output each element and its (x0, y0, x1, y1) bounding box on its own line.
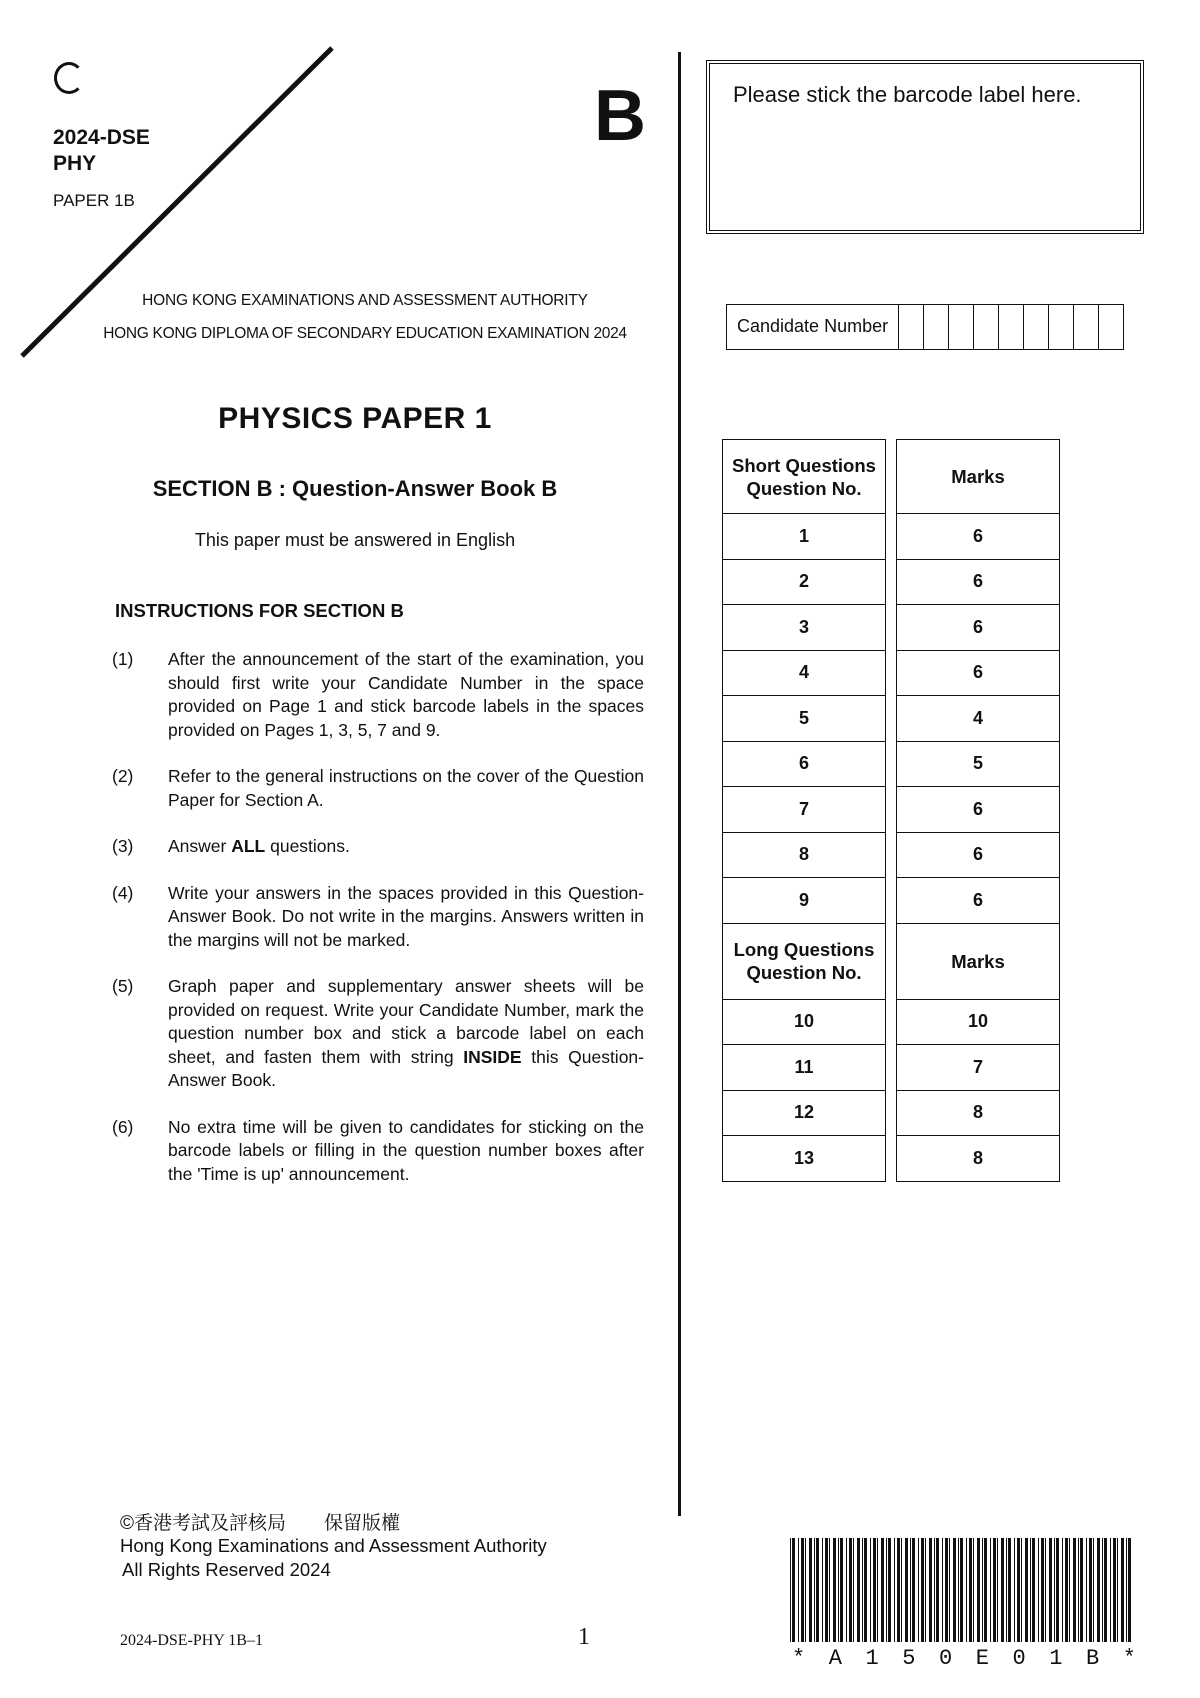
marks-header: Marks (896, 924, 1060, 1000)
long-questions-header: Long Questions Question No. (722, 924, 886, 1000)
marks-header: Marks (896, 439, 1060, 514)
barcode-character: * (1122, 1646, 1136, 1671)
table-row (722, 514, 1060, 560)
question-marks: 10 (896, 1000, 1060, 1046)
table-row (722, 924, 1060, 1000)
barcode-icon (790, 1538, 1136, 1644)
question-number: 8 (722, 833, 886, 879)
question-marks: 6 (896, 833, 1060, 879)
table-row (722, 787, 1060, 833)
instruction-item: (6) No extra time will be given to candidates for sticking on the barcode labels or filling in the question number boxes after the 'Time is up' announcement. (112, 1116, 644, 1184)
table-row (722, 605, 1060, 651)
question-number: 1 (722, 514, 886, 560)
authority-name: HONG KONG EXAMINATIONS AND ASSESSMENT AUTHORITY (142, 292, 588, 309)
question-marks: 6 (896, 560, 1060, 606)
instruction-item: (4) Write your answers in the spaces provided in this Question-Answer Book. Do not write in the margins. Answers written in the margins will not be marked. (112, 882, 644, 950)
candidate-number-cell[interactable] (1049, 305, 1074, 349)
exam-name: HONG KONG DIPLOMA OF SECONDARY EDUCATION EXAMINATION 2024 (103, 325, 627, 342)
table-row (722, 651, 1060, 697)
barcode-character: * (792, 1646, 806, 1671)
exam-code-subject: PHY (53, 152, 97, 175)
copyright-chinese: ©香港考試及評核局 保留版權 (120, 1513, 401, 1534)
paper-label: PAPER 1B (53, 191, 135, 210)
candidate-number-cell[interactable] (1024, 305, 1049, 349)
paper-title: PHYSICS PAPER 1 (218, 402, 492, 435)
version-letter: B (594, 76, 646, 156)
candidate-number-cell[interactable] (999, 305, 1024, 349)
candidate-number-cell[interactable] (1099, 305, 1123, 349)
question-marks: 5 (896, 742, 1060, 788)
marks-table (712, 439, 1070, 1182)
question-marks: 7 (896, 1045, 1060, 1091)
table-row (722, 560, 1060, 606)
question-marks: 8 (896, 1091, 1060, 1137)
barcode-character: 0 (1012, 1646, 1026, 1671)
table-row (722, 696, 1060, 742)
barcode-text (792, 1646, 1136, 1671)
table-row (722, 833, 1060, 879)
question-marks: 8 (896, 1136, 1060, 1182)
question-number: 2 (722, 560, 886, 606)
instructions-heading: INSTRUCTIONS FOR SECTION B (115, 600, 404, 621)
question-number: 6 (722, 742, 886, 788)
question-number: 3 (722, 605, 886, 651)
instructions-list (112, 648, 644, 1209)
barcode-character: 0 (939, 1646, 953, 1671)
rights-reserved: All Rights Reserved 2024 (122, 1559, 331, 1580)
barcode-character: 1 (865, 1646, 879, 1671)
question-number: 10 (722, 1000, 886, 1046)
barcode-label-text: Please stick the barcode label here. (733, 82, 1082, 107)
margin-divider (678, 52, 681, 1516)
candidate-number-cell[interactable] (899, 305, 924, 349)
instruction-item: (3) Answer ALL questions. (112, 836, 350, 856)
question-number: 5 (722, 696, 886, 742)
barcode-character: 1 (1049, 1646, 1063, 1671)
question-marks: 6 (896, 787, 1060, 833)
barcode-character: E (975, 1646, 989, 1671)
candidate-number-field[interactable] (726, 304, 1124, 350)
instruction-item: (1) After the announcement of the start of the examination, you should first write your Candidate Number in the space provided on Page 1 and stick barcode labels in the spaces provided on Pages 1, 3, 5, 7 and 9. (112, 649, 644, 740)
question-number: 11 (722, 1045, 886, 1091)
question-number: 12 (722, 1091, 886, 1137)
table-row (722, 1136, 1060, 1182)
question-marks: 6 (896, 605, 1060, 651)
diagonal-line-icon (18, 44, 338, 364)
question-number: 13 (722, 1136, 886, 1182)
barcode-character: 5 (902, 1646, 916, 1671)
page-code: 2024-DSE-PHY 1B–1 (120, 1632, 263, 1649)
short-questions-header: Short Questions Question No. (722, 439, 886, 514)
table-row (722, 1045, 1060, 1091)
barcode-character: A (828, 1646, 842, 1671)
copyright-english: Hong Kong Examinations and Assessment Authority (120, 1535, 547, 1556)
question-number: 9 (722, 878, 886, 924)
candidate-number-cell[interactable] (974, 305, 999, 349)
question-marks: 6 (896, 651, 1060, 697)
exam-code-year: 2024-DSE (53, 126, 150, 149)
section-subtitle: SECTION B : Question-Answer Book B (152, 476, 558, 501)
question-number: 7 (722, 787, 886, 833)
table-row (722, 1000, 1060, 1046)
question-marks: 6 (896, 878, 1060, 924)
page-number: 1 (578, 1624, 590, 1650)
table-row (722, 878, 1060, 924)
instruction-item: (5) Graph paper and supplementary answer sheets will be provided on request. Write your Candidate Number, mark the question number box and stick a barcode label on each sheet, and fasten them with string INSIDE this Question-Answer Book. (112, 976, 644, 1090)
candidate-number-label: Candidate Number (727, 305, 899, 349)
candidate-number-cell[interactable] (924, 305, 949, 349)
candidate-number-cell[interactable] (949, 305, 974, 349)
candidate-number-cell[interactable] (1074, 305, 1099, 349)
table-row (722, 1091, 1060, 1137)
instruction-item: (2) Refer to the general instructions on the cover of the Question Paper for Section A. (112, 766, 644, 810)
table-row (722, 742, 1060, 788)
question-marks: 6 (896, 514, 1060, 560)
language-note: This paper must be answered in English (194, 530, 516, 550)
question-number: 4 (722, 651, 886, 697)
question-marks: 4 (896, 696, 1060, 742)
barcode-character: B (1086, 1646, 1100, 1671)
